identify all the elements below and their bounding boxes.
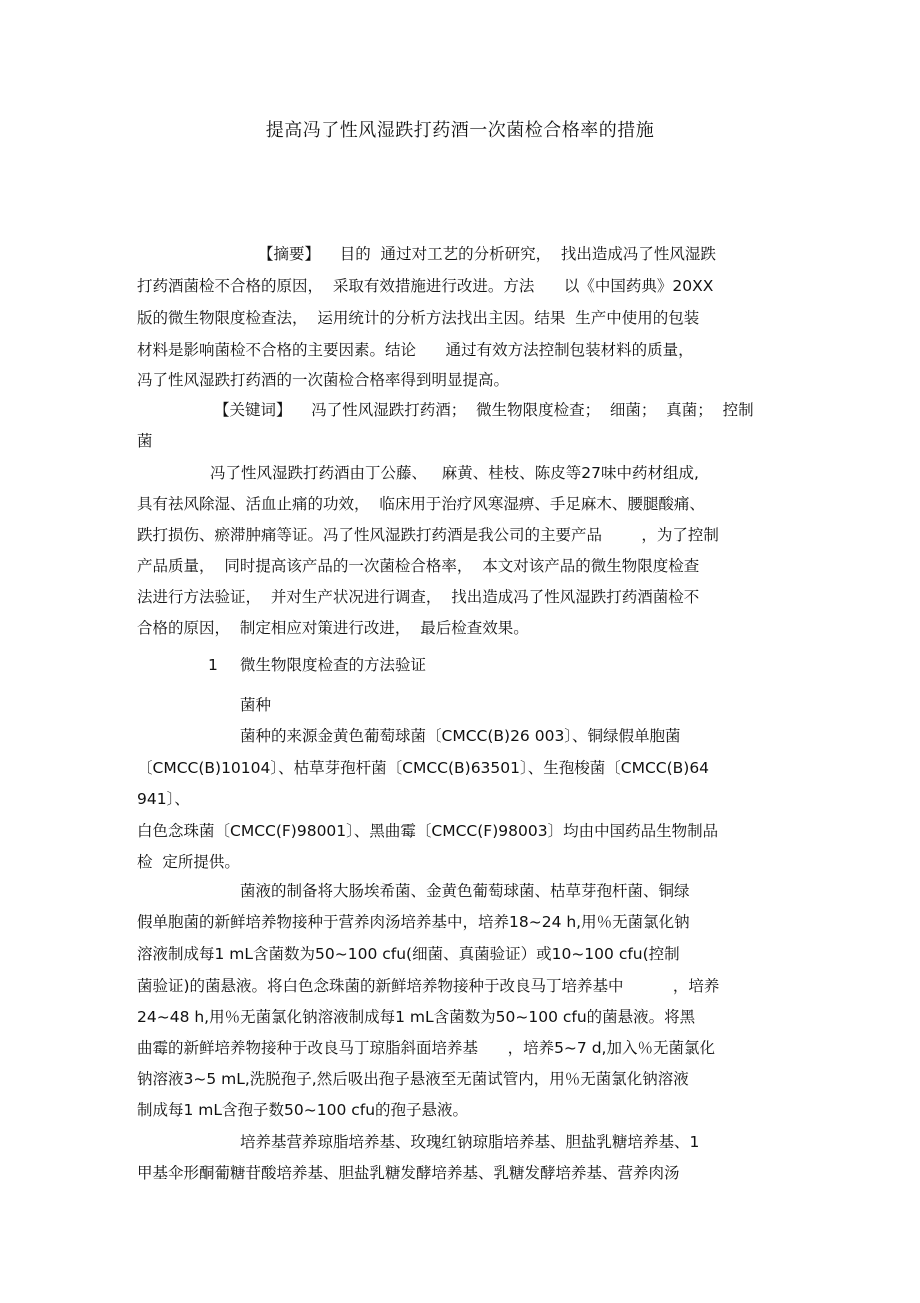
- section-number: 1: [208, 656, 218, 674]
- strain-line: 菌种的来源金黄色葡萄球菌〔CMCC(B)26 003〕、铜绿假单胞菌: [240, 727, 681, 745]
- subsection-heading: 菌种: [240, 696, 272, 714]
- section-heading: 微生物限度检查的方法验证: [240, 656, 427, 674]
- prep-line: 菌验证)的菌悬液。将白色念珠菌的新鲜培养物接种于改良马丁培养基中 ，培养: [137, 977, 720, 995]
- strain-line: 白色念珠菌〔CMCC(F)98001〕、黑曲霉〔CMCC(F)98003〕均由中国药品生物制品: [137, 822, 719, 840]
- prep-line: 曲霉的新鲜培养物接种于改良马丁琼脂斜面培养基 ，培养5~7 d,加入％无菌氯化: [137, 1039, 715, 1057]
- document-title: 提高冯了性风湿跌打药酒一次菌检合格率的措施: [265, 120, 655, 141]
- abstract-line: 冯了性风湿跌打药酒的一次菌检合格率得到明显提高。: [137, 371, 510, 389]
- abstract-line: 打药酒菌检不合格的原因， 采取有效措施进行改进。方法 以《中国药典》20XX: [137, 277, 714, 295]
- keywords-line: 菌: [137, 432, 153, 450]
- prep-line: 制成每1 mL含孢子数50~100 cfu的孢子悬液。: [137, 1101, 469, 1119]
- prep-line: 钠溶液3~5 mL,洗脱孢子,然后吸出孢子悬液至无菌试管内，用％无菌氯化钠溶液: [137, 1070, 689, 1088]
- intro-line: 具有祛风除湿、活血止痛的功效， 临床用于治疗风寒湿痹、手足麻木、腰腿酸痛、: [137, 495, 705, 513]
- keywords-line: 【关键词】 冯了性风湿跌打药酒； 微生物限度检查； 细菌； 真菌； 控制: [214, 401, 754, 419]
- medium-line: 培养基营养琼脂培养基、玫瑰红钠琼脂培养基、胆盐乳糖培养基、1: [240, 1133, 700, 1151]
- intro-line: 产品质量， 同时提高该产品的一次菌检合格率， 本文对该产品的微生物限度检查: [137, 557, 700, 575]
- abstract-line: 材料是影响菌检不合格的主要因素。结论 通过有效方法控制包装材料的质量，: [137, 341, 694, 359]
- prep-line: 假单胞菌的新鲜培养物接种于营养肉汤培养基中，培养18~24 h,用％无菌氯化钠: [137, 913, 690, 931]
- medium-line: 甲基伞形酮葡糖苷酸培养基、胆盐乳糖发酵培养基、乳糖发酵培养基、营养肉汤: [137, 1164, 680, 1182]
- prep-line: 溶液制成每1 mL含菌数为50~100 cfu(细菌、真菌验证）或10~100 cfu(控制: [137, 945, 680, 963]
- strain-line: 941〕、: [137, 790, 190, 808]
- abstract-line: 版的微生物限度检查法， 运用统计的分析方法找出主因。结果 生产中使用的包装: [137, 309, 700, 327]
- intro-line: 冯了性风湿跌打药酒由丁公藤、 麻黄、桂枝、陈皮等27味中药材组成,: [210, 464, 699, 482]
- prep-line: 菌液的制备将大肠埃希菌、金黄色葡萄球菌、枯草芽孢杆菌、铜绿: [240, 882, 690, 900]
- intro-line: 法进行方法验证， 并对生产状况进行调查， 找出造成冯了性风湿跌打药酒菌检不: [137, 588, 700, 606]
- abstract-line: 【摘要】 目的 通过对工艺的分析研究， 找出造成冯了性风湿跌: [258, 245, 716, 263]
- strain-line: 〔CMCC(B)10104〕、枯草芽孢杆菌〔CMCC(B)63501〕、生孢梭菌〔CMCC(B)64: [137, 759, 710, 777]
- intro-line: 合格的原因， 制定相应对策进行改进， 最后检查效果。: [137, 619, 529, 637]
- strain-line: 检 定所提供。: [137, 853, 240, 871]
- prep-line: 24~48 h,用％无菌氯化钠溶液制成每1 mL含菌数为50~100 cfu的菌悬液。将黑: [137, 1008, 696, 1026]
- intro-line: 跌打损伤、瘀滞肿痛等证。冯了性风湿跌打药酒是我公司的主要产品 ，为了控制: [137, 526, 719, 544]
